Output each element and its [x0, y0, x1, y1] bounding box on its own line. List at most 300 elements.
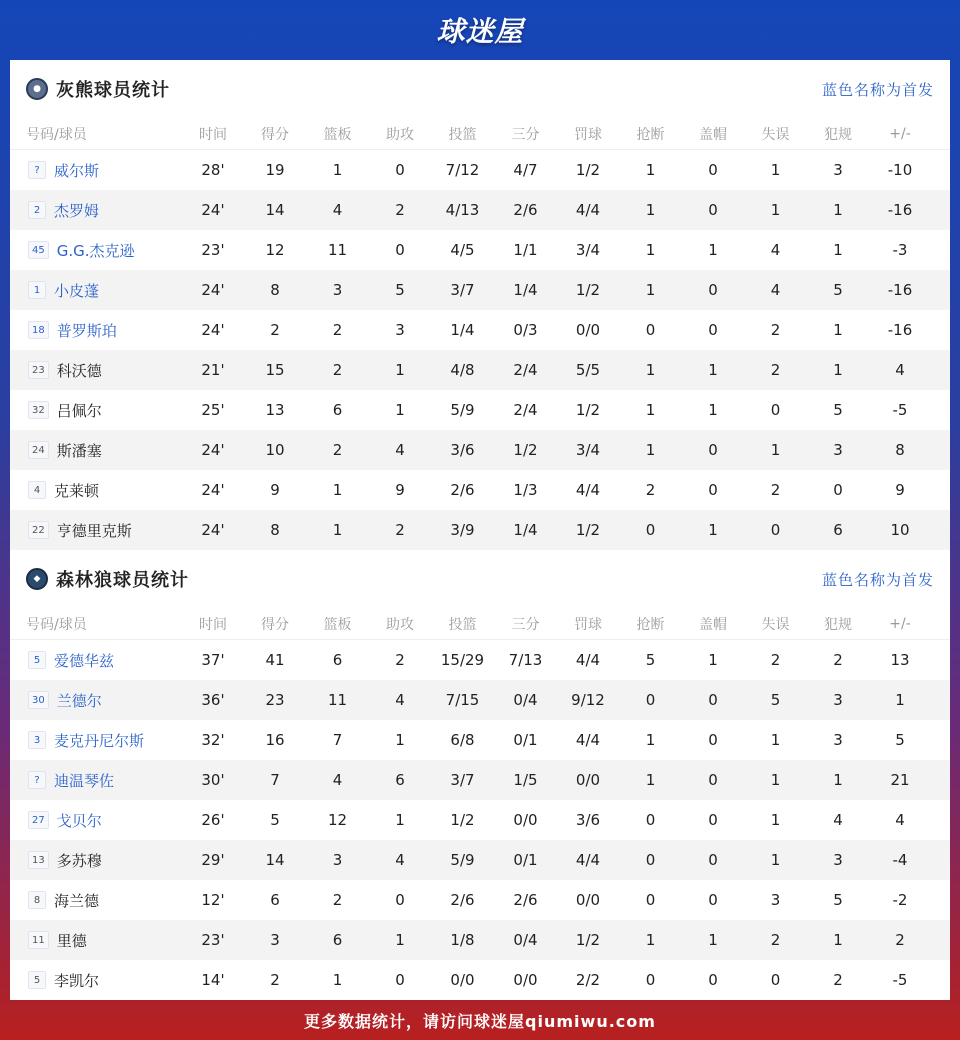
stat-fg: 3/7: [450, 281, 475, 299]
stat-blocks: 1: [708, 651, 718, 669]
stat-rebounds: 2: [332, 361, 343, 379]
stat-assists: 0: [395, 241, 405, 259]
stat-points: 3: [270, 931, 280, 949]
stat-three-pt: 0/0: [513, 811, 538, 829]
column-header[interactable]: 抢断: [636, 126, 665, 143]
player-name-link[interactable]: 吕佩尔: [56, 401, 102, 420]
stat-assists: 2: [395, 651, 405, 669]
stat-assists: 9: [395, 481, 405, 499]
stat-blocks: 0: [708, 441, 718, 459]
stat-rebounds: 1: [332, 481, 343, 499]
stat-assists: 1: [395, 931, 405, 949]
jersey-number-badge: 3: [28, 731, 46, 749]
stat-assists: 2: [395, 201, 405, 219]
stat-turnovers: 0: [770, 971, 781, 989]
player-name-link[interactable]: 科沃德: [56, 361, 102, 380]
jersey-number-badge: 5: [28, 651, 46, 669]
stat-blocks: 0: [708, 731, 718, 749]
stat-turnovers: 1: [770, 441, 781, 459]
jersey-number-badge: 1: [28, 281, 46, 299]
stat-ft: 4/4: [575, 851, 601, 869]
team-section: [10, 550, 950, 1000]
column-header[interactable]: 助攻: [386, 126, 414, 143]
stat-fouls: 0: [833, 481, 843, 499]
stat-steals: 0: [645, 691, 656, 709]
stat-ft: 0/0: [575, 891, 601, 909]
stat-plus-minus: 10: [890, 521, 910, 539]
stat-steals: 1: [645, 771, 656, 789]
stat-minutes: 24': [201, 481, 225, 499]
stat-points: 10: [265, 441, 285, 459]
stat-fg: 1/2: [450, 811, 475, 829]
stat-plus-minus: 4: [895, 811, 905, 829]
player-row[interactable]: [10, 920, 950, 960]
player-cell: [10, 440, 182, 461]
jersey-number-badge: 13: [28, 851, 49, 869]
stat-rebounds: 1: [332, 521, 343, 539]
stat-steals: 1: [645, 361, 656, 379]
stat-fouls: 3: [833, 441, 843, 459]
stat-points: 41: [265, 651, 285, 669]
stat-plus-minus: -3: [892, 241, 908, 259]
player-cell: [10, 320, 182, 341]
column-header[interactable]: 犯规: [824, 616, 852, 633]
stat-points: 13: [265, 401, 285, 419]
stat-minutes: 28': [201, 161, 225, 179]
player-name-link[interactable]: 海兰德: [54, 891, 100, 910]
player-cell: [10, 280, 182, 301]
player-name-link[interactable]: 爱德华兹: [54, 651, 115, 670]
column-header[interactable]: 失误: [761, 616, 790, 633]
stat-fouls: 5: [833, 281, 843, 299]
stat-points: 14: [265, 851, 285, 869]
stat-assists: 1: [395, 811, 405, 829]
stat-points: 19: [265, 161, 285, 179]
teams-container: [10, 60, 950, 1000]
player-name-link[interactable]: 杰罗姆: [54, 201, 100, 220]
player-name-link[interactable]: 兰德尔: [56, 691, 102, 710]
stat-assists: 4: [395, 441, 405, 459]
stat-points: 14: [265, 201, 285, 219]
stat-minutes: 23': [201, 931, 225, 949]
stat-rebounds: 1: [332, 971, 343, 989]
jersey-number-badge: 30: [28, 691, 49, 709]
stat-fg: 4/13: [445, 201, 480, 219]
player-row[interactable]: [10, 800, 950, 840]
stat-minutes: 32': [201, 731, 225, 749]
stat-blocks: 0: [708, 811, 718, 829]
stat-blocks: 0: [708, 321, 718, 339]
stat-ft: 2/2: [575, 971, 601, 989]
player-name-link[interactable]: G.G.杰克逊: [56, 241, 135, 260]
grizzlies-logo-icon: ●: [26, 78, 48, 100]
player-cell: [10, 650, 182, 671]
team-header: [10, 550, 950, 608]
stat-fouls: 5: [833, 401, 843, 419]
stat-three-pt: 7/13: [508, 651, 543, 669]
column-header[interactable]: +/-: [889, 125, 911, 142]
stat-points: 12: [265, 241, 285, 259]
stat-points: 15: [265, 361, 285, 379]
column-header[interactable]: 篮板: [323, 616, 352, 633]
stat-rebounds: 7: [332, 731, 343, 749]
stat-turnovers: 5: [770, 691, 781, 709]
player-cell: [10, 480, 182, 501]
stat-three-pt: 0/4: [513, 931, 538, 949]
stat-three-pt: 2/4: [513, 361, 538, 379]
stat-turnovers: 1: [770, 771, 781, 789]
stat-steals: 1: [645, 441, 656, 459]
stat-blocks: 0: [708, 481, 718, 499]
stat-minutes: 23': [201, 241, 225, 259]
stat-steals: 1: [645, 201, 656, 219]
stat-fg: 0/0: [450, 971, 475, 989]
player-name-link[interactable]: 李凯尔: [54, 971, 100, 990]
stat-three-pt: 0/1: [513, 851, 538, 869]
team-title: 森林狼球员统计: [56, 570, 189, 591]
stats-panel: [10, 60, 950, 1000]
jersey-number-badge: 11: [28, 931, 49, 949]
column-header[interactable]: 得分: [261, 126, 289, 143]
stat-blocks: 1: [708, 241, 718, 259]
stat-three-pt: 0/4: [513, 691, 538, 709]
stat-points: 7: [270, 771, 280, 789]
stat-assists: 5: [395, 281, 405, 299]
stat-turnovers: 4: [770, 241, 781, 259]
stat-steals: 1: [645, 281, 656, 299]
starter-legend: 蓝色名称为首发: [821, 570, 934, 589]
stat-fouls: 2: [833, 971, 843, 989]
jersey-number-badge: 5: [28, 971, 46, 989]
stat-fouls: 3: [833, 691, 843, 709]
column-header[interactable]: 时间: [199, 126, 227, 143]
column-header[interactable]: 犯规: [824, 126, 852, 143]
player-row[interactable]: [10, 720, 950, 760]
stat-rebounds: 2: [332, 891, 343, 909]
stat-minutes: 25': [201, 401, 225, 419]
stat-plus-minus: -16: [887, 201, 913, 219]
player-name-link[interactable]: 麦克丹尼尔斯: [54, 731, 145, 750]
stat-points: 23: [265, 691, 285, 709]
stat-three-pt: 2/6: [513, 201, 538, 219]
stat-plus-minus: 1: [895, 691, 905, 709]
stat-assists: 0: [395, 971, 405, 989]
column-header[interactable]: 罚球: [574, 126, 602, 143]
jersey-number-badge: 45: [28, 241, 49, 259]
stat-fg: 7/15: [445, 691, 480, 709]
column-header[interactable]: 失误: [761, 126, 790, 143]
stat-three-pt: 4/7: [513, 161, 538, 179]
stat-ft: 3/6: [575, 811, 601, 829]
timberwolves-logo-icon: ◆: [26, 568, 48, 590]
stat-blocks: 1: [708, 401, 718, 419]
stat-assists: 4: [395, 851, 405, 869]
player-row[interactable]: [10, 680, 950, 720]
stat-turnovers: 0: [770, 401, 781, 419]
stat-three-pt: 1/2: [513, 441, 538, 459]
stat-ft: 9/12: [571, 691, 605, 709]
stat-turnovers: 2: [770, 931, 781, 949]
stat-turnovers: 0: [770, 521, 781, 539]
player-row[interactable]: [10, 470, 950, 510]
stat-assists: 3: [395, 321, 405, 339]
stat-steals: 0: [645, 321, 656, 339]
stat-fouls: 3: [833, 851, 843, 869]
stat-steals: 1: [645, 161, 656, 179]
stat-plus-minus: 9: [895, 481, 905, 499]
stat-ft: 4/4: [575, 481, 601, 499]
stat-rebounds: 11: [327, 241, 348, 259]
stat-steals: 1: [645, 731, 656, 749]
stat-ft: 0/0: [575, 321, 601, 339]
stat-plus-minus: -5: [892, 401, 908, 419]
stat-rebounds: 4: [332, 201, 343, 219]
stat-assists: 1: [395, 401, 405, 419]
stat-fg: 3/9: [450, 521, 475, 539]
player-cell: [10, 400, 182, 421]
column-header[interactable]: 得分: [261, 616, 289, 633]
jersey-number-badge: ?: [28, 161, 46, 179]
player-name-link[interactable]: 威尔斯: [54, 161, 100, 180]
player-name-link[interactable]: 斯潘塞: [56, 441, 102, 460]
stat-assists: 6: [395, 771, 405, 789]
stat-ft: 3/4: [575, 441, 601, 459]
stat-plus-minus: 5: [895, 731, 905, 749]
stat-blocks: 1: [708, 931, 718, 949]
player-name-link[interactable]: 普罗斯珀: [56, 321, 117, 340]
player-cell: [10, 850, 182, 871]
player-name-link[interactable]: 迪温琴佐: [54, 771, 115, 790]
stat-fouls: 1: [833, 321, 843, 339]
column-header[interactable]: 号码/球员: [26, 616, 87, 633]
stat-blocks: 0: [708, 691, 718, 709]
stat-assists: 0: [395, 891, 405, 909]
team-title: 灰熊球员统计: [56, 80, 170, 101]
stat-assists: 0: [395, 161, 405, 179]
stat-rebounds: 2: [332, 441, 343, 459]
column-header[interactable]: 号码/球员: [26, 126, 87, 143]
player-row[interactable]: [10, 270, 950, 310]
stat-fg: 1/8: [450, 931, 475, 949]
stat-minutes: 24': [201, 441, 225, 459]
stat-minutes: 36': [201, 691, 225, 709]
column-header[interactable]: 篮板: [323, 126, 352, 143]
stat-points: 5: [270, 811, 280, 829]
jersey-number-badge: 22: [28, 521, 49, 539]
stat-ft: 1/2: [575, 931, 601, 949]
stat-steals: 1: [645, 401, 656, 419]
column-header-row: [10, 608, 950, 640]
jersey-number-badge: 24: [28, 441, 49, 459]
jersey-number-badge: 4: [28, 481, 46, 499]
starter-legend: 蓝色名称为首发: [821, 80, 934, 99]
stat-steals: 0: [645, 811, 656, 829]
stat-blocks: 0: [708, 851, 718, 869]
stat-fg: 4/8: [450, 361, 475, 379]
stat-minutes: 30': [201, 771, 225, 789]
stat-plus-minus: -4: [892, 851, 908, 869]
stat-fg: 3/7: [450, 771, 475, 789]
player-cell: [10, 160, 182, 181]
stat-turnovers: 1: [770, 811, 781, 829]
stat-minutes: 24': [201, 281, 225, 299]
stat-steals: 2: [645, 481, 656, 499]
column-header[interactable]: 助攻: [386, 616, 414, 633]
stat-points: 8: [270, 281, 280, 299]
stat-fouls: 1: [833, 771, 843, 789]
stat-plus-minus: -16: [887, 281, 913, 299]
stat-turnovers: 2: [770, 321, 781, 339]
column-header-row: [10, 118, 950, 150]
stat-ft: 3/4: [575, 241, 601, 259]
column-header[interactable]: 盖帽: [699, 616, 727, 633]
player-name-link[interactable]: 亨德里克斯: [56, 521, 132, 540]
player-name-link[interactable]: 里德: [56, 931, 87, 950]
stat-plus-minus: -10: [887, 161, 913, 179]
stat-three-pt: 0/1: [513, 731, 538, 749]
stat-assists: 4: [395, 691, 405, 709]
player-row[interactable]: [10, 310, 950, 350]
stat-fouls: 1: [833, 201, 843, 219]
column-header[interactable]: 投篮: [448, 126, 477, 143]
stat-rebounds: 3: [332, 851, 343, 869]
stat-fg: 6/8: [450, 731, 475, 749]
stat-rebounds: 1: [332, 161, 343, 179]
stat-fg: 5/9: [450, 851, 475, 869]
stat-turnovers: 2: [770, 361, 781, 379]
player-row[interactable]: [10, 880, 950, 920]
column-header[interactable]: 盖帽: [699, 126, 727, 143]
player-cell: [10, 810, 182, 831]
column-header[interactable]: +/-: [889, 615, 911, 632]
stat-fg: 15/29: [440, 651, 485, 669]
stat-rebounds: 2: [332, 321, 343, 339]
stat-blocks: 0: [708, 971, 718, 989]
stat-blocks: 0: [708, 201, 718, 219]
team-header: [10, 60, 950, 118]
stat-steals: 5: [645, 651, 656, 669]
player-row[interactable]: [10, 190, 950, 230]
player-cell: [10, 690, 182, 711]
column-header[interactable]: 三分: [511, 616, 540, 633]
player-row[interactable]: [10, 150, 950, 190]
player-cell: [10, 730, 182, 751]
player-cell: [10, 930, 182, 951]
player-row[interactable]: [10, 840, 950, 880]
stat-fg: 2/6: [450, 481, 475, 499]
team-title-group: [26, 566, 189, 592]
footer-banner[interactable]: 更多数据统计，请访问球迷屋qiumiwu.com: [304, 1011, 656, 1031]
player-cell: [10, 200, 182, 221]
stat-fg: 2/6: [450, 891, 475, 909]
column-header[interactable]: 罚球: [574, 616, 602, 633]
player-name-link[interactable]: 小皮蓬: [54, 281, 100, 300]
stat-ft: 5/5: [575, 361, 601, 379]
stat-minutes: 24': [201, 201, 225, 219]
stat-steals: 0: [645, 851, 656, 869]
stat-points: 2: [270, 971, 280, 989]
stat-turnovers: 1: [770, 731, 781, 749]
column-header[interactable]: 投篮: [448, 616, 477, 633]
player-name-link[interactable]: 克莱顿: [54, 481, 100, 500]
stat-blocks: 0: [708, 891, 718, 909]
jersey-number-badge: 18: [28, 321, 49, 339]
player-cell: [10, 240, 182, 261]
stat-points: 8: [270, 521, 280, 539]
stat-fg: 7/12: [445, 161, 480, 179]
stat-steals: 1: [645, 931, 656, 949]
stat-fouls: 3: [833, 731, 843, 749]
stat-three-pt: 1/3: [513, 481, 538, 499]
stat-assists: 1: [395, 361, 405, 379]
stat-rebounds: 12: [327, 811, 348, 829]
stat-fouls: 1: [833, 241, 843, 259]
stat-fg: 3/6: [450, 441, 475, 459]
stat-assists: 2: [395, 521, 405, 539]
player-cell: [10, 890, 182, 911]
stat-plus-minus: 4: [895, 361, 905, 379]
jersey-number-badge: 8: [28, 891, 46, 909]
player-row[interactable]: [10, 640, 950, 680]
stat-assists: 1: [395, 731, 405, 749]
player-row[interactable]: [10, 760, 950, 800]
stat-fouls: 1: [833, 361, 843, 379]
stat-ft: 4/4: [575, 731, 601, 749]
team-section: [10, 60, 950, 550]
column-header[interactable]: 时间: [199, 616, 227, 633]
player-row[interactable]: [10, 430, 950, 470]
stat-blocks: 1: [708, 361, 718, 379]
stat-blocks: 0: [708, 771, 718, 789]
stat-fouls: 4: [833, 811, 843, 829]
stat-plus-minus: 13: [890, 651, 910, 669]
column-header[interactable]: 抢断: [636, 616, 665, 633]
stat-minutes: 37': [201, 651, 225, 669]
player-row[interactable]: [10, 390, 950, 430]
stat-plus-minus: 8: [895, 441, 905, 459]
player-row[interactable]: [10, 230, 950, 270]
site-logo[interactable]: 球迷屋: [436, 15, 524, 48]
stat-plus-minus: 21: [890, 771, 910, 789]
player-row[interactable]: [10, 960, 950, 1000]
stat-points: 6: [270, 891, 280, 909]
top-bar: [0, 0, 960, 60]
stat-ft: 0/0: [575, 771, 601, 789]
jersey-number-badge: 32: [28, 401, 49, 419]
stat-fouls: 6: [833, 521, 843, 539]
player-name-link[interactable]: 戈贝尔: [56, 811, 102, 830]
jersey-number-badge: ?: [28, 771, 46, 789]
stat-three-pt: 1/4: [513, 281, 538, 299]
jersey-number-badge: 2: [28, 201, 46, 219]
stat-fouls: 3: [833, 161, 843, 179]
stat-plus-minus: 2: [895, 931, 905, 949]
stat-ft: 4/4: [575, 201, 601, 219]
stat-ft: 1/2: [575, 281, 601, 299]
stat-minutes: 24': [201, 321, 225, 339]
player-row[interactable]: [10, 510, 950, 550]
stat-turnovers: 1: [770, 201, 781, 219]
player-name-link[interactable]: 多苏穆: [56, 851, 102, 870]
player-row[interactable]: [10, 350, 950, 390]
column-header[interactable]: 三分: [511, 126, 540, 143]
stat-plus-minus: -2: [892, 891, 908, 909]
stat-rebounds: 6: [332, 651, 343, 669]
stat-steals: 0: [645, 891, 656, 909]
stat-minutes: 21': [201, 361, 225, 379]
stat-three-pt: 2/6: [513, 891, 538, 909]
stat-turnovers: 3: [770, 891, 781, 909]
